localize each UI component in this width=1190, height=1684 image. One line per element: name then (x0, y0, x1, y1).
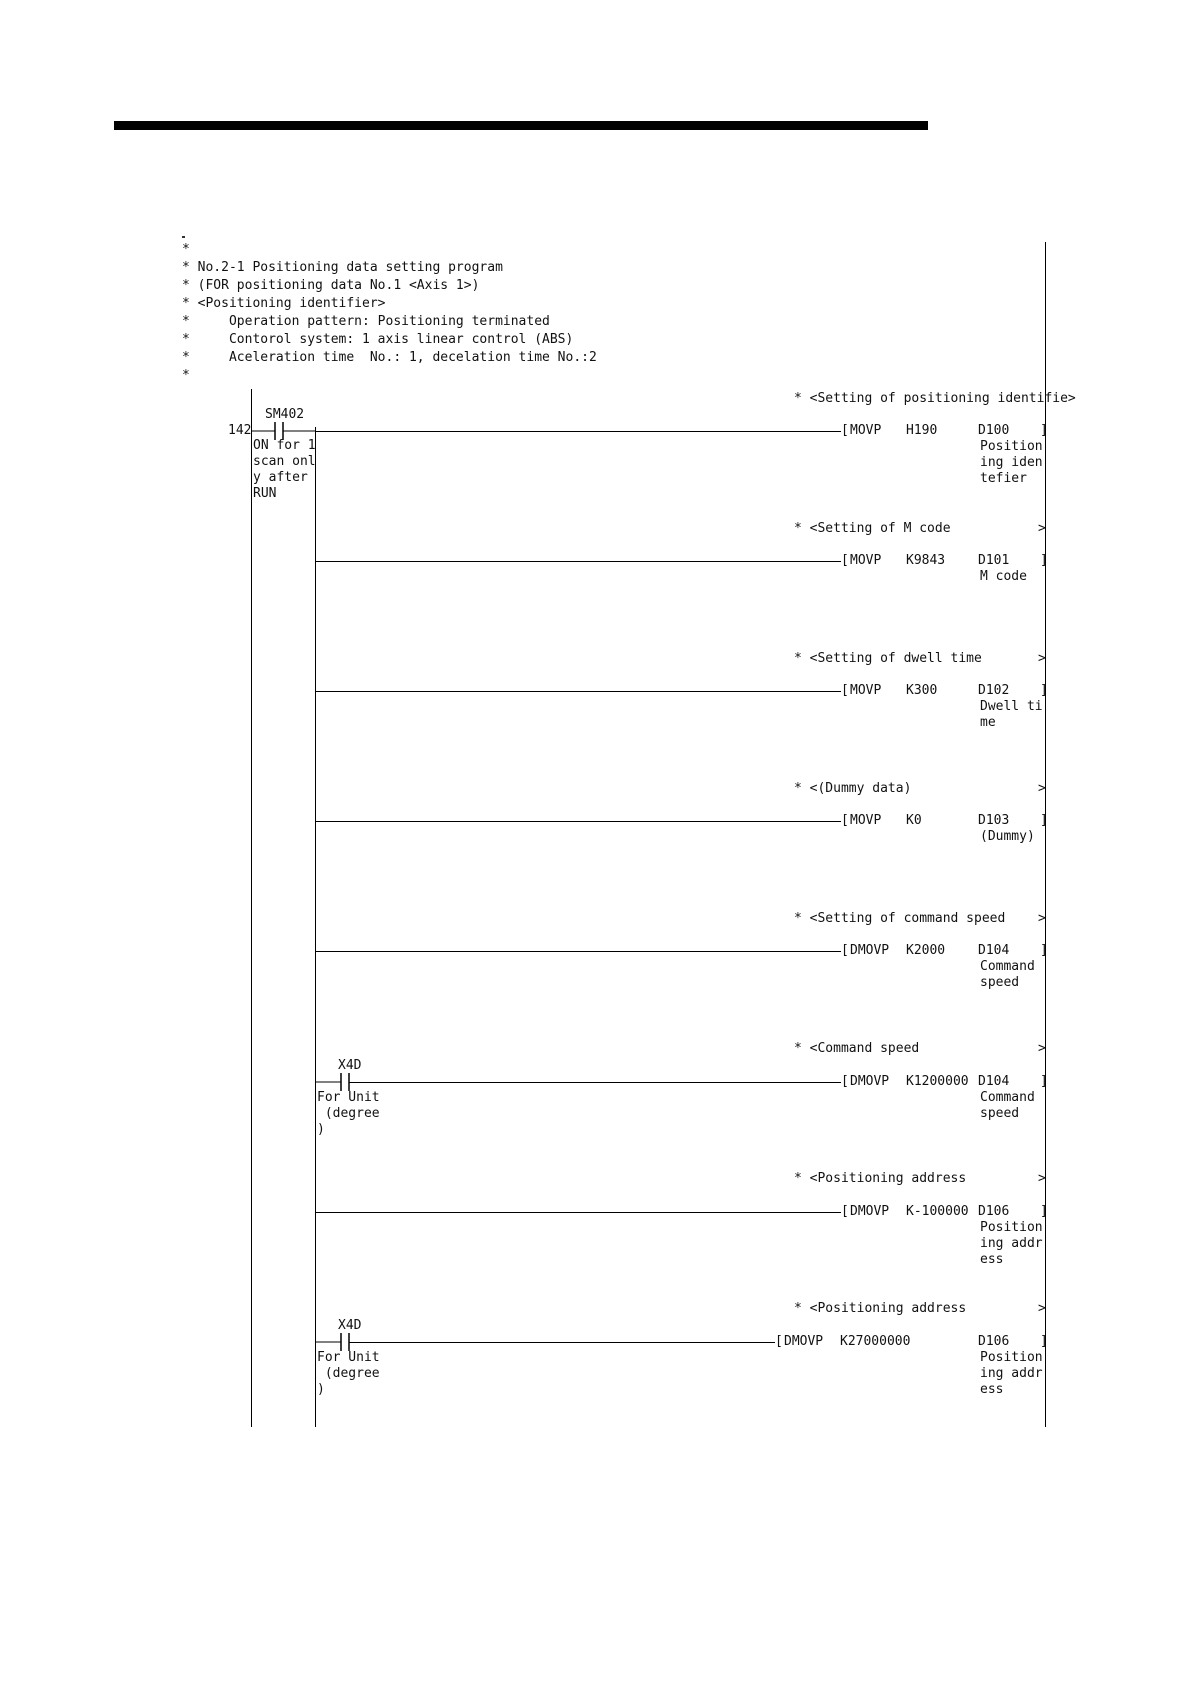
contact-device: X4D (338, 1058, 362, 1073)
destination-comment: ess (980, 1382, 1004, 1397)
rung-note: * <Setting of M code (794, 521, 951, 536)
instruction-destination: D103 (978, 813, 1010, 828)
rung-wire (315, 561, 841, 562)
destination-comment: (Dummy) (980, 829, 1035, 844)
instruction-bracket: ] (1040, 943, 1048, 958)
instruction-source: K1200000 (906, 1074, 969, 1089)
instruction-bracket: [ (841, 1204, 849, 1219)
destination-comment: Dwell ti (980, 699, 1043, 714)
destination-comment: ing iden (980, 455, 1043, 470)
rung-note: * <Setting of dwell time (794, 651, 982, 666)
contact-device: X4D (338, 1318, 362, 1333)
destination-comment: ing addr (980, 1236, 1043, 1251)
contact-comment: (degree (317, 1106, 380, 1121)
contact-comment: ON for 1 (253, 438, 316, 453)
contact-comment: For Unit (317, 1090, 380, 1105)
page-mark (182, 236, 185, 238)
instruction-bracket: [ (841, 1074, 849, 1089)
destination-comment: ing addr (980, 1366, 1043, 1381)
destination-comment: ess (980, 1252, 1004, 1267)
rung-wire (315, 1212, 841, 1213)
instruction-bracket: [ (775, 1334, 783, 1349)
destination-comment: Position (980, 1220, 1043, 1235)
instruction-bracket: [ (841, 423, 849, 438)
instruction-destination: D100 (978, 423, 1010, 438)
destination-comment: Command (980, 959, 1035, 974)
destination-comment: Position (980, 439, 1043, 454)
comment-line: * (FOR positioning data No.1 <Axis 1>) (182, 278, 480, 293)
instruction-bracket: ] (1040, 683, 1048, 698)
page-header-rule (114, 121, 928, 130)
comment-line: * Operation pattern: Positioning terminated (182, 314, 550, 329)
comment-line: * <Positioning identifier> (182, 296, 386, 311)
instruction-name: DMOVP (784, 1334, 824, 1349)
destination-comment: Command (980, 1090, 1035, 1105)
contact-comment: scan onl (253, 454, 316, 469)
instruction-name: MOVP (850, 553, 882, 568)
instruction-destination: D102 (978, 683, 1010, 698)
destination-comment: tefier (980, 471, 1027, 486)
destination-comment: speed (980, 1106, 1020, 1121)
right-power-rail (1045, 242, 1046, 1427)
comment-line: * (182, 368, 190, 383)
rung-wire (349, 1342, 775, 1343)
left-power-rail (251, 389, 252, 1427)
destination-comment: Position (980, 1350, 1043, 1365)
rung-note: * <Setting of positioning identifie> (794, 391, 1076, 406)
contact-comment: For Unit (317, 1350, 380, 1365)
instruction-bracket: [ (841, 683, 849, 698)
instruction-bracket: ] (1040, 423, 1048, 438)
rung-note: * <Setting of command speed (794, 911, 1006, 926)
instruction-bracket: ] (1040, 1074, 1048, 1089)
instruction-name: MOVP (850, 423, 882, 438)
instruction-bracket: ] (1040, 1204, 1048, 1219)
contact-comment: (degree (317, 1366, 380, 1381)
rung-wire (315, 821, 841, 822)
rung-note: * <Positioning address (794, 1301, 967, 1316)
instruction-source: H190 (906, 423, 938, 438)
instruction-destination: D104 (978, 1074, 1010, 1089)
instruction-destination: D101 (978, 553, 1010, 568)
rung-note-end: > (1038, 781, 1046, 796)
instruction-source: K0 (906, 813, 922, 828)
step-number: 142 (228, 423, 252, 438)
instruction-source: K300 (906, 683, 938, 698)
rung-note-end: > (1038, 911, 1046, 926)
destination-comment: me (980, 715, 996, 730)
instruction-bracket: [ (841, 813, 849, 828)
rung-note: * <Command speed (794, 1041, 920, 1056)
rung-note: * <Positioning address (794, 1171, 967, 1186)
contact-device: SM402 (265, 407, 305, 422)
instruction-destination: D104 (978, 943, 1010, 958)
rung-wire (315, 431, 841, 432)
contact-comment: y after (253, 470, 308, 485)
contact-comment: ) (317, 1122, 325, 1137)
instruction-source: K-100000 (906, 1204, 969, 1219)
destination-comment: M code (980, 569, 1027, 584)
instruction-source: K27000000 (840, 1334, 911, 1349)
contact-comment: ) (317, 1382, 325, 1397)
comment-line: * Aceleration time No.: 1, decelation time No.:2 (182, 350, 597, 365)
instruction-destination: D106 (978, 1334, 1010, 1349)
rung-wire (349, 1082, 841, 1083)
comment-line: * No.2-1 Positioning data setting program (182, 260, 503, 275)
instruction-name: MOVP (850, 813, 882, 828)
instruction-source: K9843 (906, 553, 946, 568)
rung-note-end: > (1038, 1171, 1046, 1186)
rung-wire (315, 691, 841, 692)
instruction-bracket: ] (1040, 553, 1048, 568)
instruction-bracket: [ (841, 553, 849, 568)
instruction-bracket: ] (1040, 813, 1048, 828)
instruction-name: DMOVP (850, 1074, 890, 1089)
instruction-source: K2000 (906, 943, 946, 958)
destination-comment: speed (980, 975, 1020, 990)
instruction-name: DMOVP (850, 1204, 890, 1219)
rung-note-end: > (1038, 521, 1046, 536)
rung-wire (315, 951, 841, 952)
rung-note-end: > (1038, 1041, 1046, 1056)
instruction-destination: D106 (978, 1204, 1010, 1219)
rung-note: * <(Dummy data) (794, 781, 912, 796)
instruction-name: MOVP (850, 683, 882, 698)
rung-note-end: > (1038, 651, 1046, 666)
rung-note-end: > (1038, 1301, 1046, 1316)
instruction-bracket: ] (1040, 1334, 1048, 1349)
comment-line: * Contorol system: 1 axis linear control (ABS) (182, 332, 574, 347)
contact-comment: RUN (253, 486, 277, 501)
instruction-name: DMOVP (850, 943, 890, 958)
comment-line: * (182, 242, 190, 257)
instruction-bracket: [ (841, 943, 849, 958)
inner-bus-rail (315, 427, 316, 1427)
